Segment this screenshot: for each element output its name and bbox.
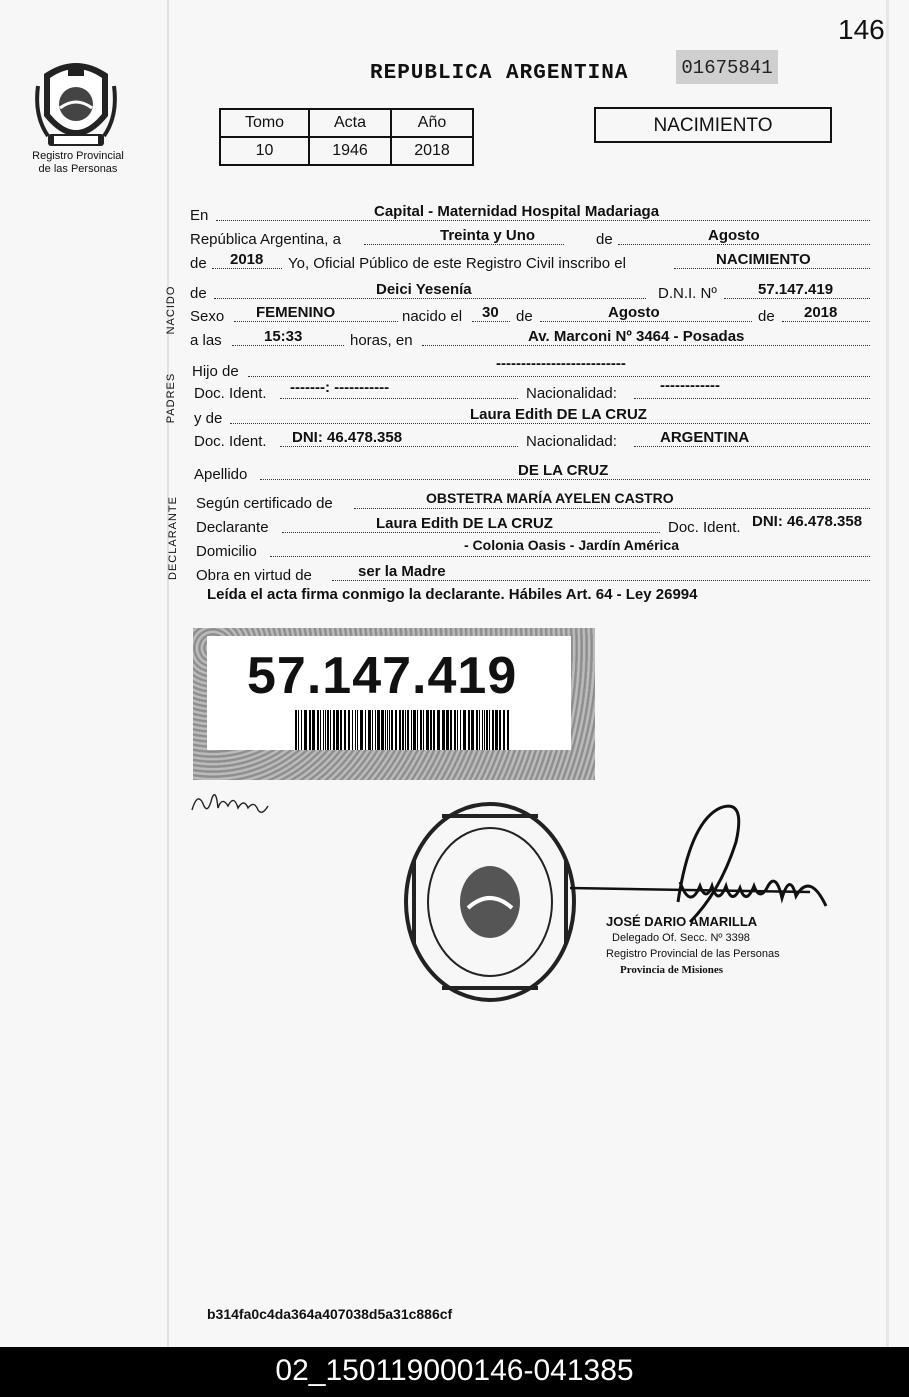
barcode-bar xyxy=(484,710,485,750)
value-address: Av. Marconi Nº 3464 - Posadas xyxy=(528,328,745,345)
barcode-bar xyxy=(476,710,478,750)
barcode-bar xyxy=(450,710,452,750)
value-birth-month: Agosto xyxy=(608,304,660,321)
dotted-line xyxy=(282,532,660,533)
value-mother-nat: ARGENTINA xyxy=(660,429,750,446)
barcode-bar xyxy=(355,710,356,750)
row-mother xyxy=(190,405,872,427)
dotted-line xyxy=(724,298,870,299)
barcode-bar xyxy=(503,710,505,750)
barcode-bar xyxy=(309,710,311,750)
value-declarant: Laura Edith DE LA CRUZ xyxy=(376,515,553,532)
header-tomo: Tomo xyxy=(220,109,309,137)
registry-line1: Registro Provincial xyxy=(32,150,124,162)
barcode-bar xyxy=(489,710,490,750)
dotted-line xyxy=(332,580,870,581)
label-doc: Doc. Ident. xyxy=(194,433,267,450)
label-de2: de xyxy=(190,255,207,272)
header-acta: Acta xyxy=(309,109,391,137)
dotted-line xyxy=(232,345,344,346)
barcode-bar xyxy=(352,710,353,750)
officer-name: JOSÉ DARIO AMARILLA xyxy=(606,914,758,929)
barcode-bar xyxy=(468,710,470,750)
value-dni: 57.147.419 xyxy=(758,281,834,298)
label-domicilio: Domicilio xyxy=(196,543,257,560)
row-obra xyxy=(190,562,872,584)
dotted-line xyxy=(634,398,870,399)
value-mother-doc: DNI: 46.478.358 xyxy=(292,429,403,446)
barcode-bar xyxy=(423,710,424,750)
barcode-icon xyxy=(295,710,513,750)
barcode-bar xyxy=(395,710,397,750)
label-declarante: Declarante xyxy=(196,519,269,536)
registry-line2: de las Personas xyxy=(38,163,118,175)
dotted-line xyxy=(354,508,870,509)
value-hour: 15:33 xyxy=(264,328,303,345)
barcode-bar xyxy=(372,710,373,750)
label-republica: República Argentina, a xyxy=(190,231,341,248)
dotted-line xyxy=(260,479,870,480)
row-apellido xyxy=(190,461,872,483)
serial-number: 01675841 xyxy=(676,50,778,84)
row-hour xyxy=(190,327,872,349)
dotted-line xyxy=(364,244,564,245)
value-day-words: Treinta y Uno xyxy=(440,227,536,244)
label-apellido: Apellido xyxy=(194,466,248,483)
label-inscribo: Yo, Oficial Público de este Registro Civil inscribo el xyxy=(288,255,626,272)
side-label-padres: PADRES xyxy=(165,372,177,424)
value-obra: ser la Madre xyxy=(358,563,446,580)
header-anio: Año xyxy=(391,109,473,137)
barcode-bar xyxy=(330,710,331,750)
label-hijo: Hijo de xyxy=(192,363,239,380)
row-certificado xyxy=(190,490,872,512)
page-fold-line xyxy=(167,0,169,1347)
value-place: Capital - Maternidad Hospital Madariaga xyxy=(374,203,660,220)
closing-statement: Leída el acta firma conmigo la declarante. Hábiles Art. 64 - Ley 26994 xyxy=(207,586,698,603)
officer-org: Registro Provincial de las Personas xyxy=(606,948,780,960)
barcode-bar xyxy=(463,710,466,750)
record-table xyxy=(219,108,474,166)
value-father-doc: -------: ----------- xyxy=(290,379,390,396)
label-horas: horas, en xyxy=(350,332,413,349)
coat-of-arms-logo xyxy=(34,56,118,152)
row-declarante xyxy=(190,514,872,536)
dotted-line xyxy=(216,220,870,221)
dotted-line xyxy=(230,423,870,424)
barcode-bar xyxy=(417,710,418,750)
barcode-bar xyxy=(301,710,302,750)
official-seal-icon xyxy=(402,800,578,1004)
label-nacionalidad: Nacionalidad: xyxy=(526,385,617,402)
barcode-bar xyxy=(460,710,461,750)
label-de5: de xyxy=(758,308,775,325)
dotted-line xyxy=(280,446,518,447)
barcode-bar xyxy=(368,710,371,750)
dotted-line xyxy=(234,321,398,322)
row-republica xyxy=(190,226,872,248)
barcode-bar xyxy=(507,710,509,750)
barcode-bar xyxy=(405,710,406,750)
barcode-bar xyxy=(486,710,488,750)
value-surname: DE LA CRUZ xyxy=(518,462,609,479)
barcode-bar xyxy=(340,710,342,750)
barcode-bar xyxy=(442,710,445,750)
officer-title: Delegado Of. Secc. Nº 3398 xyxy=(612,932,750,944)
barcode-bar xyxy=(333,710,335,750)
value-name: Deici Yesenía xyxy=(376,281,472,298)
dotted-line xyxy=(248,376,870,377)
row-sexo xyxy=(190,303,872,325)
officer-province: Provincia de Misiones xyxy=(620,964,724,976)
footer-id: 02_150119000146-041385 xyxy=(0,1347,909,1397)
dotted-line xyxy=(540,321,752,322)
barcode-bar xyxy=(385,710,386,750)
record-table-value-row xyxy=(220,137,473,165)
barcode-bar xyxy=(426,710,429,750)
barcode-bar xyxy=(344,710,346,750)
value-year-record: 2018 xyxy=(230,251,264,268)
barcode-bar xyxy=(499,710,501,750)
row-father-doc xyxy=(190,377,872,402)
dni-sticker-number: 57.147.419 xyxy=(247,647,518,705)
label-nacido: nacido el xyxy=(402,308,463,325)
dotted-line xyxy=(280,398,518,399)
dotted-line xyxy=(782,321,870,322)
page-number: 146 xyxy=(838,14,885,45)
barcode-bar xyxy=(325,710,326,750)
barcode-bar xyxy=(320,710,321,750)
registry-label xyxy=(20,150,136,176)
barcode-bar xyxy=(381,710,384,750)
label-segun: Según certificado de xyxy=(196,495,333,512)
barcode-bar xyxy=(360,710,363,750)
barcode-bar xyxy=(323,710,324,750)
barcode-bar xyxy=(411,710,412,750)
barcode-bar xyxy=(387,710,388,750)
row-inscribo xyxy=(190,250,872,272)
value-father-nat: ------------ xyxy=(660,377,720,394)
row-mother-doc xyxy=(190,428,872,450)
dotted-line xyxy=(618,244,870,245)
label-sexo: Sexo xyxy=(190,308,225,325)
row-name xyxy=(190,280,872,302)
barcode-bar xyxy=(479,710,480,750)
document-title: REPUBLICA ARGENTINA xyxy=(370,62,629,85)
dotted-line xyxy=(634,446,870,447)
officer-block xyxy=(606,914,780,978)
side-label-nacido: NACIDO xyxy=(165,285,177,335)
barcode-bar xyxy=(295,710,297,750)
value-domicilio: - Colonia Oasis - Jardín América xyxy=(464,537,679,553)
label-nacionalidad: Nacionalidad: xyxy=(526,433,617,450)
barcode-bar xyxy=(471,710,474,750)
barcode-bar xyxy=(433,710,435,750)
barcode-bar xyxy=(430,710,432,750)
label-de: de xyxy=(596,231,613,248)
barcode-bar xyxy=(402,710,404,750)
value-tomo: 10 xyxy=(220,137,309,165)
value-birth-day: 30 xyxy=(482,304,499,321)
value-mother: Laura Edith DE LA CRUZ xyxy=(470,406,647,423)
label-doc: Doc. Ident. xyxy=(194,385,267,402)
label-en: En xyxy=(190,207,209,224)
barcode-bar xyxy=(365,710,366,750)
declarant-signature-icon xyxy=(188,786,272,818)
value-acta: 1946 xyxy=(309,137,391,165)
barcode-bar xyxy=(377,710,380,750)
row-domicilio xyxy=(190,538,872,560)
row-hijo xyxy=(190,355,872,380)
dotted-line xyxy=(214,298,646,299)
barcode-bar xyxy=(389,710,390,750)
barcode-bar xyxy=(391,710,393,750)
barcode-bar xyxy=(357,710,358,750)
label-de4: de xyxy=(516,308,533,325)
label-alas: a las xyxy=(190,332,222,349)
value-father: -------------------------- xyxy=(496,355,626,372)
dni-sticker xyxy=(193,628,595,780)
barcode-bar xyxy=(482,710,483,750)
barcode-bar xyxy=(437,710,440,750)
value-declarant-doc: DNI: 46.478.358 xyxy=(752,513,863,530)
dotted-line xyxy=(270,556,870,557)
barcode-bar xyxy=(407,710,409,750)
value-month-record: Agosto xyxy=(708,227,760,244)
barcode-bar xyxy=(304,710,307,750)
dni-sticker-label xyxy=(207,636,571,750)
barcode-bar xyxy=(492,710,494,750)
label-obra: Obra en virtud de xyxy=(196,567,312,584)
value-inscribo: NACIMIENTO xyxy=(716,251,811,268)
label-de3: de xyxy=(190,285,207,302)
dotted-line xyxy=(472,321,510,322)
barcode-bar xyxy=(348,710,350,750)
value-sexo: FEMENINO xyxy=(256,304,336,321)
barcode-bar xyxy=(375,710,376,750)
dotted-line xyxy=(422,345,870,346)
barcode-bar xyxy=(420,710,422,750)
barcode-bar xyxy=(399,710,401,750)
row-en xyxy=(190,202,872,224)
barcode-bar xyxy=(413,710,416,750)
record-table-header-row xyxy=(220,109,473,137)
value-certificate: OBSTETRA MARÍA AYELEN CASTRO xyxy=(426,490,674,506)
barcode-bar xyxy=(336,710,339,750)
document-hash: b314fa0c4da364a407038d5a31c886cf xyxy=(207,1306,453,1322)
label-declarant-doc: Doc. Ident. xyxy=(668,519,741,536)
side-label-declarante: DECLARANTE xyxy=(167,496,179,580)
label-yde: y de xyxy=(194,410,223,427)
value-anio: 2018 xyxy=(391,137,473,165)
barcode-bar xyxy=(327,710,329,750)
barcode-bar xyxy=(312,710,315,750)
barcode-bar xyxy=(457,710,458,750)
label-dni: D.N.I. Nº xyxy=(658,285,717,302)
barcode-bar xyxy=(446,710,449,750)
dotted-line xyxy=(212,268,282,269)
barcode-bar xyxy=(495,710,498,750)
barcode-bar xyxy=(454,710,456,750)
barcode-bar xyxy=(298,710,299,750)
record-type-box: NACIMIENTO xyxy=(594,107,832,143)
dotted-line xyxy=(674,268,870,269)
page-edge xyxy=(886,0,889,1347)
barcode-bar xyxy=(317,710,319,750)
value-birth-year: 2018 xyxy=(804,304,838,321)
